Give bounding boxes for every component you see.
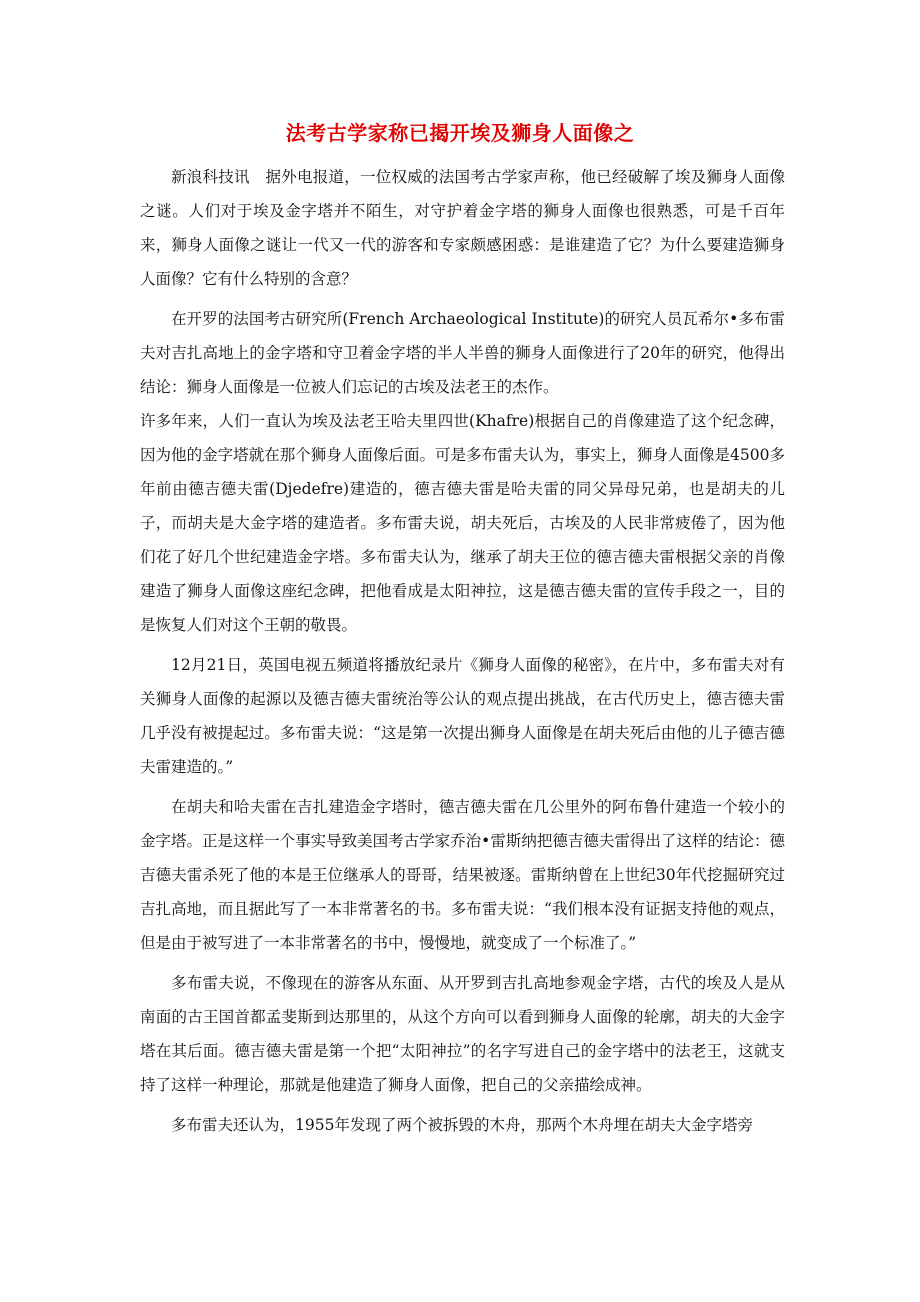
document-body: [140, 160, 785, 1148]
paragraph-6: 多布雷夫说，不像现在的游客从东面、从开罗到吉扎高地参观金字塔，古代的埃及人是从南面的古王国首都孟斐斯到达那里的，从这个方向可以看到狮身人面像的轮廓，胡夫的大金字塔在其后面。德吉德夫雷是第一个把“太阳神拉”的名字写进自己的金字塔中的法老王，这就支持了这样一种理论，那就是他建造了狮身人面像，把自己的父亲描绘成神。: [140, 974, 785, 1094]
paragraph-5: 在胡夫和哈夫雷在吉扎建造金字塔时，德吉德夫雷在几公里外的阿布鲁什建造一个较小的金字塔。正是这样一个事实导致美国考古学家乔治•雷斯纳把德吉德夫雷得出了这样的结论：德吉德夫雷杀死了他的本是王位继承人的哥哥，结果被逐。雷斯纳曾在上世纪30年代挖掘研究过吉扎高地，而且据此写了一本非常著名的书。多布雷夫说：“我们根本没有证据支持他的观点，但是由于被写进了一本非常著名的书中，慢慢地，就变成了一个标准了。”: [140, 798, 785, 952]
paragraph-7: 多布雷夫还认为，1955年发现了两个被拆毁的木舟，那两个木舟埋在胡夫大金字塔旁: [171, 1116, 753, 1134]
document-title: 法考古学家称已揭开埃及狮身人面像之: [285, 121, 635, 145]
paragraph-4: 12月21日，英国电视五频道将播放纪录片《狮身人面像的秘密》，在片中，多布雷夫对有关狮身人面像的起源以及德吉德夫雷统治等公认的观点提出挑战，在古代历史上，德吉德夫雷几乎没有被提起过。多布雷夫说：“这是第一次提出狮身人面像是在胡夫死后由他的儿子德吉德夫雷建造的。”: [140, 656, 785, 776]
paragraph-3: 许多年来，人们一直认为埃及法老王哈夫里四世(Khafre)根据自己的肖像建造了这个纪念碑，因为他的金字塔就在那个狮身人面像后面。可是多布雷夫认为，事实上，狮身人面像是4500多年前由德吉德夫雷(Djedefre)建造的，德吉德夫雷是哈夫雷的同父异母兄弟，也是胡夫的儿子，而胡夫是大金字塔的建造者。多布雷夫说，胡夫死后，古埃及的人民非常疲倦了，因为他们花了好几个世纪建造金字塔。多布雷夫认为，继承了胡夫王位的德吉德夫雷根据父亲的肖像建造了狮身人面像这座纪念碑，把他看成是太阳神拉，这是德吉德夫雷的宣传手段之一，目的是恢复人们对这个王朝的敬畏。: [140, 412, 785, 634]
paragraph-1: 新浪科技讯 据外电报道，一位权威的法国考古学家声称，他已经破解了埃及狮身人面像之谜。人们对于埃及金字塔并不陌生，对守护着金字塔的狮身人面像也很熟悉，可是千百年来，狮身人面像之谜让一代又一代的游客和专家颇感困惑：是谁建造了它？为什么要建造狮身人面像？它有什么特别的含意？: [140, 168, 785, 288]
paragraph-2: 在开罗的法国考古研究所(French Archaeological Institute)的研究人员瓦希尔•多布雷夫对吉扎高地上的金字塔和守卫着金字塔的半人半兽的狮身人面像进行了20年的研究，他得出结论：狮身人面像是一位被人们忘记的古埃及法老王的杰作。: [140, 310, 785, 396]
